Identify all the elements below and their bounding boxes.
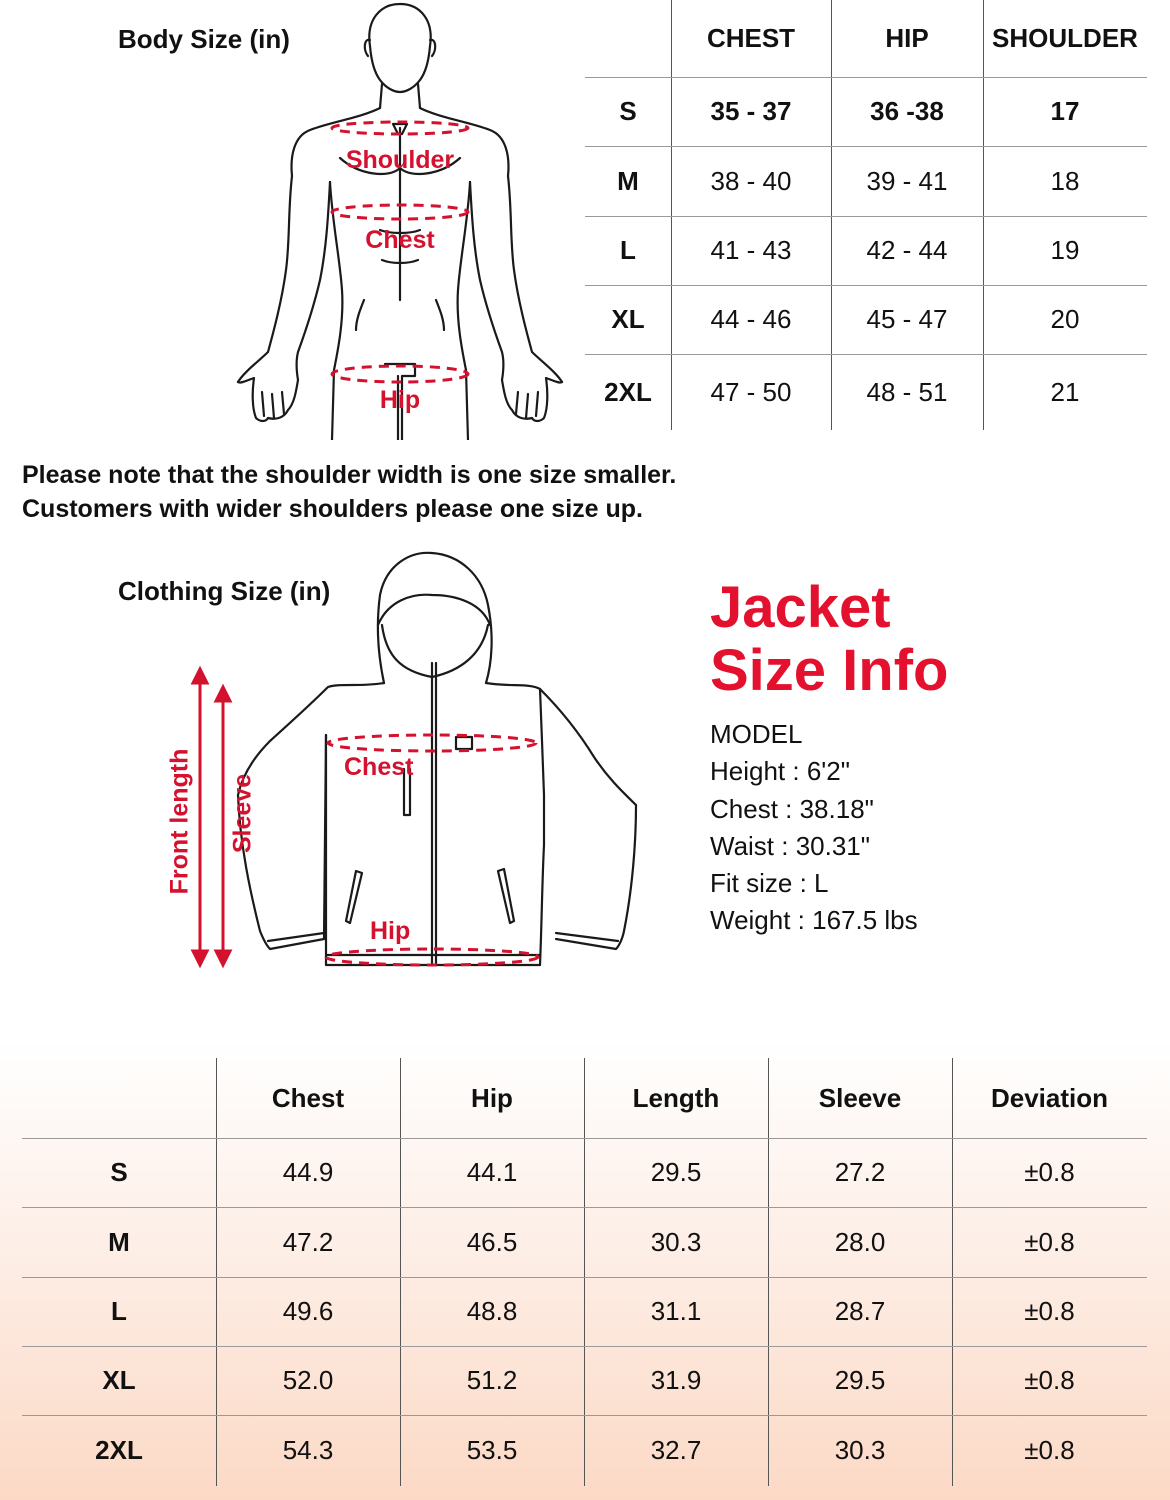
row-size-label: S [110,1157,128,1187]
table-cell-chest: 52.0 [282,1365,334,1395]
table-cell-length: 30.3 [650,1226,702,1257]
table-cell-chest: 35 - 37 [710,96,792,126]
table-column-divider [216,1058,217,1486]
table-cell-shoulder: 21 [1050,376,1080,407]
table-row-divider [585,354,1147,355]
row-size-label: L [111,1296,127,1326]
column-header-deviation: Deviation [990,1082,1109,1113]
column-header-hip: Hip [471,1082,513,1113]
model-height: Height : 6'2" [710,756,850,787]
table-cell-deviation: ±0.8 [1024,1157,1075,1187]
model-waist: Waist : 30.31" [710,830,870,861]
table-cell-chest: 38 - 40 [710,165,792,196]
table-cell-length: 31.1 [650,1296,702,1326]
table-cell-hip: 46.5 [466,1226,518,1257]
size-note-line-1: Please note that the shoulder width is one size smaller. [22,461,677,489]
row-size-label: M [617,165,639,196]
row-size-label: XL [102,1365,136,1395]
table-cell-length: 31.9 [650,1365,702,1395]
table-row-divider [585,77,1147,78]
table-row-divider [585,146,1147,147]
table-cell-hip: 48.8 [466,1296,518,1326]
table-row-divider [22,1415,1147,1416]
table-cell-shoulder: 17 [1050,96,1080,126]
table-cell-chest: 47 - 50 [710,376,792,407]
row-size-label: 2XL [604,376,652,407]
table-cell-hip: 39 - 41 [866,165,948,196]
body-size-title: Body Size (in) [118,24,290,54]
table-row-divider [585,285,1147,286]
clothing-size-title: Clothing Size (in) [118,576,331,606]
table-column-divider [983,0,984,430]
table-row-divider [22,1207,1147,1208]
row-size-label: 2XL [95,1435,143,1465]
table-cell-sleeve: 28.0 [834,1226,886,1257]
jacket-title-line-2: Size Info [710,638,949,703]
table-cell-chest: 54.3 [282,1435,334,1465]
row-size-label: XL [611,304,645,334]
table-cell-hip: 51.2 [466,1365,518,1395]
model-info [710,716,918,940]
model-fit-size: Fit size : L [710,868,829,899]
table-column-divider [584,1058,585,1486]
table-cell-length: 29.5 [650,1157,702,1187]
table-cell-deviation: ±0.8 [1024,1226,1075,1257]
table-cell-deviation: ±0.8 [1024,1296,1075,1326]
table-cell-hip: 42 - 44 [866,235,948,265]
model-weight: Weight : 167.5 lbs [710,905,918,936]
table-cell-sleeve: 28.7 [834,1296,886,1326]
table-cell-hip: 48 - 51 [866,376,948,407]
jacket-figure [160,545,660,975]
table-cell-chest: 41 - 43 [710,235,792,265]
table-cell-sleeve: 30.3 [834,1435,886,1465]
size-note [22,458,676,526]
human-body-outline-icon [230,0,570,440]
table-cell-chest: 47.2 [282,1226,334,1257]
model-heading: MODEL [710,719,803,749]
shoulder-label: Shoulder [345,146,455,174]
table-cell-hip: 36 -38 [870,96,944,126]
column-header-chest: CHEST [706,23,796,53]
column-header-sleeve: Sleeve [818,1082,902,1113]
table-cell-deviation: ±0.8 [1024,1365,1075,1395]
row-size-label: M [108,1226,130,1257]
hip-label: Hip [379,386,421,414]
table-cell-shoulder: 19 [1050,235,1080,265]
body-figure [230,0,570,440]
jacket-chest-label: Chest [344,753,414,781]
table-row-divider [22,1346,1147,1347]
table-cell-sleeve: 27.2 [834,1157,886,1187]
table-column-divider [952,1058,953,1486]
jacket-title-line-1: Jacket [710,575,891,640]
column-header-length: Length [632,1082,720,1113]
jacket-size-info-title [710,576,948,702]
table-column-divider [400,1058,401,1486]
table-cell-shoulder: 18 [1050,165,1080,196]
table-column-divider [768,1058,769,1486]
table-column-divider [671,0,672,430]
table-cell-hip: 45 - 47 [866,304,948,334]
table-row-divider [22,1277,1147,1278]
row-size-label: L [620,235,636,265]
clothing-size-table [22,1058,1147,1486]
row-size-label: S [619,96,637,126]
table-cell-shoulder: 20 [1050,304,1080,334]
table-column-divider [831,0,832,430]
table-cell-sleeve: 29.5 [834,1365,886,1395]
column-header-chest: Chest [271,1082,345,1113]
front-length-label: Front length [165,748,194,895]
column-header-shoulder: SHOULDER [992,23,1138,53]
jacket-hip-label: Hip [370,917,411,945]
table-cell-deviation: ±0.8 [1024,1435,1075,1465]
table-row-divider [585,216,1147,217]
table-cell-length: 32.7 [650,1435,702,1465]
table-cell-chest: 49.6 [282,1296,334,1326]
table-cell-chest: 44.9 [282,1157,334,1187]
column-header-hip: HIP [885,23,929,53]
table-row-divider [22,1138,1147,1139]
body-size-table [585,0,1147,430]
sleeve-label: Sleeve [228,773,257,854]
size-note-line-2: Customers with wider shoulders please one size up. [22,495,643,523]
table-cell-hip: 44.1 [466,1157,518,1187]
chest-label: Chest [365,226,435,254]
model-chest: Chest : 38.18" [710,793,874,824]
table-cell-chest: 44 - 46 [710,304,792,334]
table-cell-hip: 53.5 [466,1435,518,1465]
